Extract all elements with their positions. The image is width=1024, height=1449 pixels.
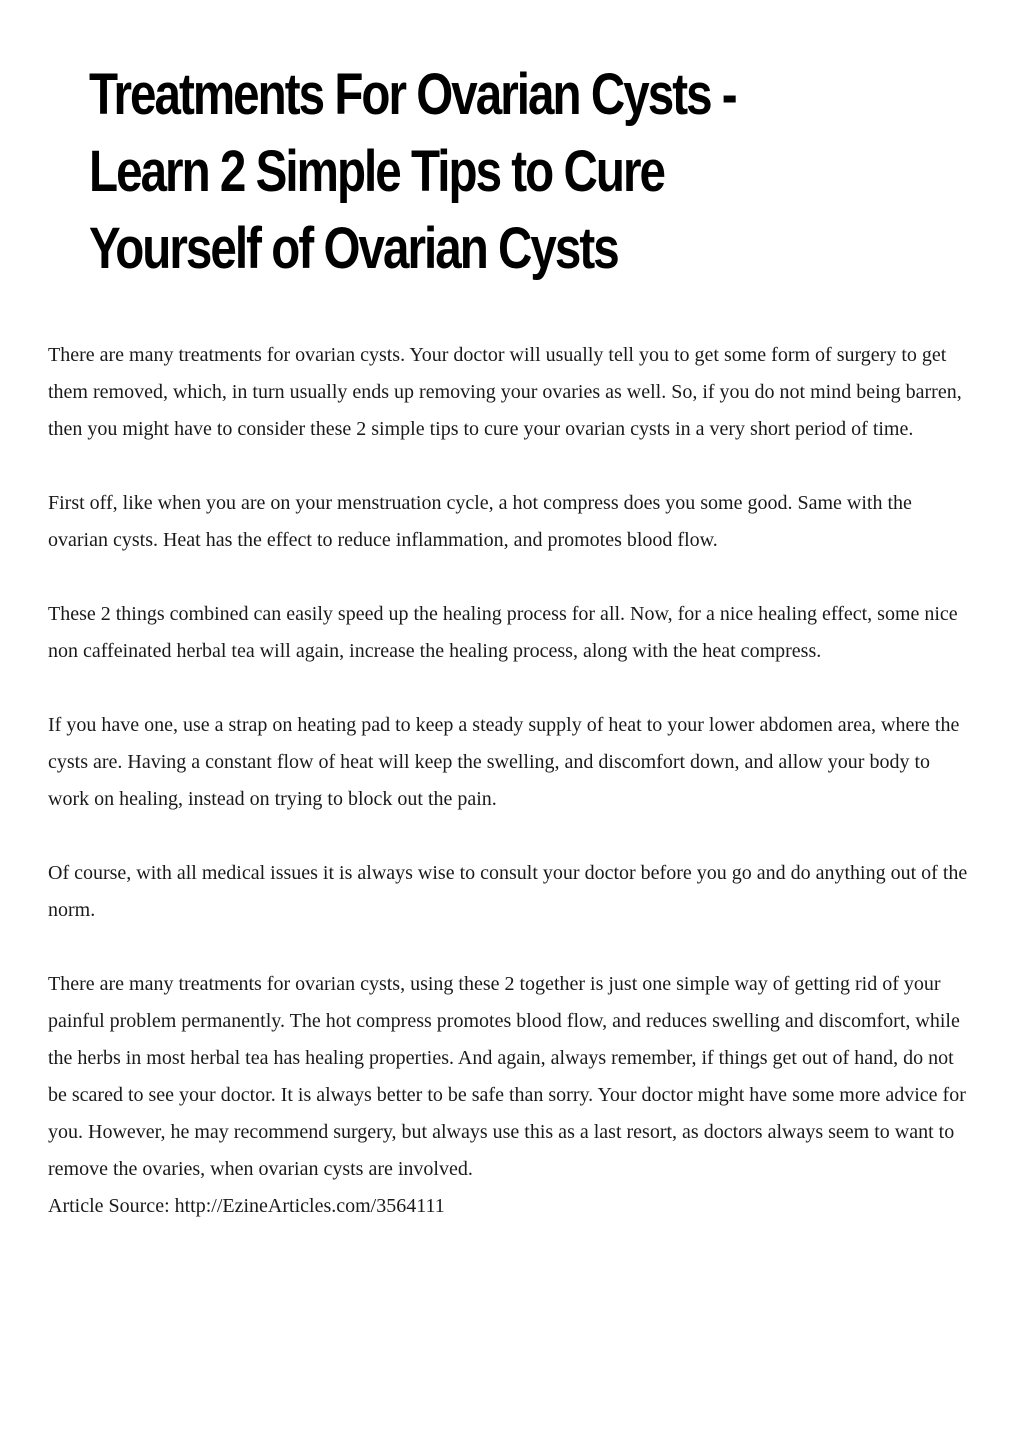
article-source-link[interactable]: Article Source: http://EzineArticles.com/3564111 <box>48 1195 445 1217</box>
title-line-3: Yourself of Ovarian Cysts <box>89 216 618 281</box>
paragraph-5: Of course, with all medical issues it is always wise to consult your doctor before you go and do anything out of the norm. <box>48 862 968 921</box>
article-title <box>89 56 794 287</box>
title-line-1: Treatments For Ovarian Cysts - <box>89 62 736 127</box>
paragraph-4: If you have one, use a strap on heating pad to keep a steady supply of heat to your lower abdomen area, where the cysts are. Having a constant flow of heat will keep the swelling, and discomfort down, and allow your body to work on healing, instead on trying to block out the pain. <box>48 714 960 810</box>
paragraph-1: There are many treatments for ovarian cysts. Your doctor will usually tell you to get some form of surgery to get them removed, which, in turn usually ends up removing your ovaries as well. So, if you do not mind being barren, then you might have to consider these 2 simple tips to cure your ovarian cysts in a very short period of time. <box>48 344 962 440</box>
article-body <box>48 337 968 1262</box>
title-line-2: Learn 2 Simple Tips to Cure <box>89 139 664 204</box>
paragraph-2: First off, like when you are on your menstruation cycle, a hot compress does you some good. Same with the ovarian cysts. Heat has the effect to reduce inflammation, and promotes blood flow. <box>48 492 912 551</box>
paragraph-6: There are many treatments for ovarian cysts, using these 2 together is just one simple way of getting rid of your painful problem permanently. The hot compress promotes blood flow, and reduces swelling and discomfort, while the herbs in most herbal tea has healing properties. And again, always remember, if things get out of hand, do not be scared to see your doctor. It is always better to be safe than sorry. Your doctor might have some more advice for you. However, he may recommend surgery, but always use this as a last resort, as doctors always seem to want to remove the ovaries, when ovarian cysts are involved. <box>48 973 966 1180</box>
paragraph-3: These 2 things combined can easily speed up the healing process for all. Now, for a nice healing effect, some nice non caffeinated herbal tea will again, increase the healing process, along with the heat compress. <box>48 603 958 662</box>
